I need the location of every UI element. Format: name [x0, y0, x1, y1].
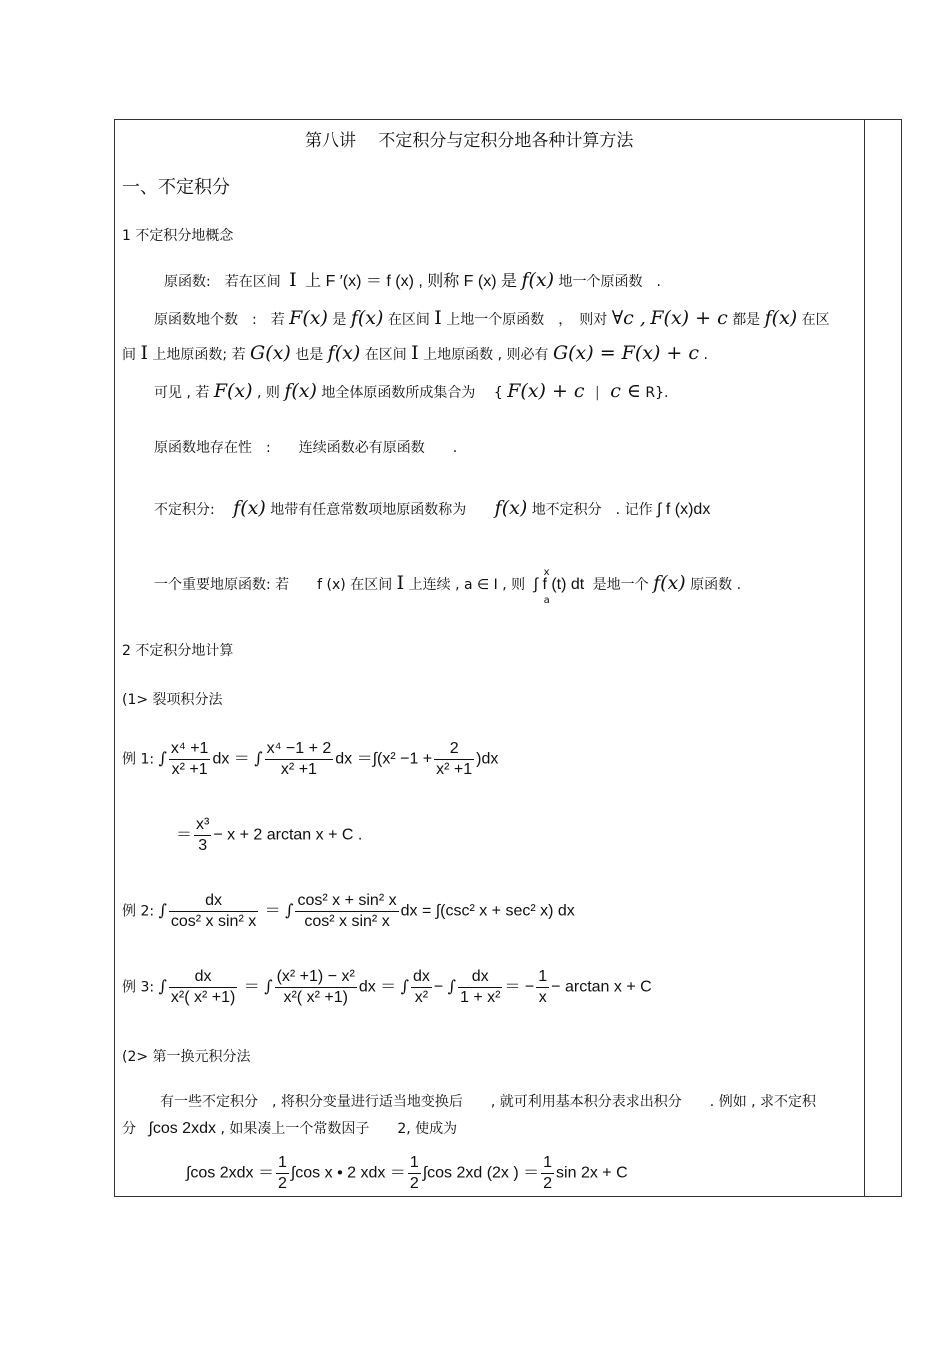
text: 上 F ′(x) ＝ f (x) , 则称 F (x) 是 — [305, 273, 518, 290]
primitive-count-line1 — [154, 307, 830, 329]
denominator: 2 — [409, 1175, 419, 1192]
text: 原函数 . — [690, 577, 742, 593]
example-2: 例 2: ∫ $\frac{dx}{\text{cos² x sin² x}}$ ＝ ∫ $\frac{\text{cos² x + sin² x}}{\text{cos² x sin² x}}$ dx = ∫(csc² x + sec² x) dx — [122, 892, 575, 930]
numerator: dx — [169, 968, 237, 988]
text: 上连续 , a ∈ I , 则 — [408, 577, 526, 593]
numerator: x⁴ +1 — [169, 740, 211, 760]
text: 都是 — [732, 312, 761, 328]
fraction — [169, 892, 258, 931]
fraction — [265, 740, 334, 779]
integral-expression: ∫ f (t) dt — [533, 576, 585, 593]
numerator: dx — [458, 968, 502, 988]
expression: sin 2x + C — [556, 1164, 628, 1182]
denominator: x — [538, 989, 547, 1006]
substitution-example — [186, 1154, 628, 1193]
denominator: x²( x² +1) — [283, 989, 348, 1006]
math-symbol: F(x) + c — [650, 307, 728, 329]
math-symbol: I — [396, 572, 405, 594]
integral-expression: ∫cos 2xdx — [148, 1120, 216, 1137]
text: 在区间 — [364, 347, 407, 363]
text: 上地一个原函数 ， 则对 — [446, 312, 608, 328]
math-symbol: f(x) — [494, 497, 528, 519]
text: 地不定积分 . 记作 — [531, 502, 653, 518]
math-symbol: f(x) — [327, 342, 361, 364]
math-symbol: f(x) — [653, 572, 686, 594]
denominator: x² +1 — [171, 761, 208, 778]
expression: dx = ∫(csc² x + sec² x) dx — [400, 902, 575, 920]
math-symbol: ∀c , — [611, 307, 646, 329]
numerator: dx — [411, 968, 432, 988]
text: 一个重要地原函数: 若 f (x) 在区间 — [154, 577, 393, 593]
text: , 则 — [257, 385, 280, 401]
math-symbol: F(x) — [213, 380, 253, 402]
indefinite-integral-definition — [154, 497, 711, 519]
text: 地全体原函数所成集合为 { — [321, 385, 503, 401]
fraction — [536, 968, 549, 1007]
denominator: x² — [414, 989, 429, 1006]
fraction — [169, 740, 211, 779]
substitution-paragraph-line1: 有一些不定积分 , 将积分变量进行适当地变换后 , 就可利用基本积分表求出积分 . 例如 , 求不定积 — [160, 1094, 817, 1110]
math-symbol: f(x) — [521, 269, 555, 291]
fraction — [434, 740, 474, 779]
integral-notation: ∫ f (x)dx — [657, 501, 711, 518]
math-symbol: c ∈ — [610, 380, 641, 402]
numerator: 1 — [536, 968, 549, 988]
denominator: 2 — [543, 1175, 553, 1192]
method-heading: (1> 裂项积分法 — [122, 692, 223, 708]
text: 是 — [332, 312, 347, 328]
text: 分 — [122, 1121, 136, 1137]
page-title: 第八讲 不定积分与定积分地各种计算方法 — [305, 131, 634, 151]
example-label: 例 3: — [122, 979, 155, 996]
primitive-definition — [164, 269, 661, 291]
numerator: 1 — [276, 1154, 289, 1174]
text: 也是 — [295, 347, 324, 363]
numerator: cos² x + sin² x — [295, 892, 398, 912]
example-1-line1: 例 1: ∫ $\frac{\text{x⁴ +1}}{\text{x² +1}}$ dx ＝ ∫ $\frac{\text{x⁴ −1 + 2}}{\text{x² +1}}$ dx ＝∫(x² −1 + $\frac{2}{\text{x² +1}}$ )dx — [122, 740, 499, 778]
expression: ∫cos 2xdx ＝ — [186, 1164, 274, 1182]
text: 不定积分: — [154, 502, 215, 518]
math-symbol: I — [289, 269, 297, 291]
numerator: 1 — [408, 1154, 421, 1174]
math-symbol: I — [140, 342, 148, 364]
numerator: (x² +1) − x² — [275, 968, 357, 988]
text: 原函数: 若在区间 — [164, 274, 281, 290]
fraction — [276, 1154, 289, 1193]
table-column-divider — [864, 119, 865, 1197]
math-symbol: G(x) — [250, 342, 291, 364]
example-label: 例 2: — [122, 903, 155, 920]
text: 间 — [122, 347, 136, 363]
fraction — [458, 968, 502, 1007]
important-primitive — [154, 567, 742, 606]
method-heading: (2> 第一换元积分法 — [122, 1049, 251, 1065]
math-symbol: f(x) — [350, 307, 384, 329]
expression: ∫cos 2xd (2x ) ＝ — [422, 1164, 540, 1182]
section-heading: 一、不定积分 — [122, 177, 230, 198]
example-label: 例 1: — [122, 751, 155, 768]
text: . — [703, 347, 708, 363]
math-symbol: F(x) + c — [507, 380, 585, 402]
text: R}. — [645, 385, 669, 401]
numerator: x³ — [194, 816, 211, 836]
primitive-set — [154, 380, 669, 402]
text: 是地一个 — [592, 577, 649, 593]
math-symbol: I — [411, 342, 419, 364]
text: 原函数地个数 : 若 — [154, 312, 285, 328]
substitution-paragraph-line2 — [122, 1121, 457, 1137]
fraction — [169, 968, 237, 1007]
existence-statement: 原函数地存在性 : 连续函数必有原函数 . — [154, 440, 458, 456]
subsection-heading: 2 不定积分地计算 — [122, 643, 234, 659]
numerator: 1 — [541, 1154, 554, 1174]
fraction — [194, 816, 211, 855]
math-symbol: F(x) — [289, 307, 328, 329]
text: 地带有任意常数项地原函数称为 — [270, 502, 467, 518]
denominator: cos² x sin² x — [170, 913, 257, 930]
text: 上地原函数; 若 — [152, 347, 246, 363]
example-1-line2: ＝ $\frac{\text{x³}}{3}$ − x + 2 arctan x + C . — [176, 816, 363, 854]
text: 在区 — [801, 312, 830, 328]
numerator: dx — [169, 892, 258, 912]
text: , 如果凑上一个常数因子 2, 使成为 — [220, 1121, 458, 1137]
denominator: cos² x sin² x — [304, 913, 390, 930]
math-symbol: f(x) — [233, 497, 266, 519]
math-symbol: f(x) — [284, 380, 317, 402]
fraction — [408, 1154, 421, 1193]
expression: − x + 2 arctan x + C . — [213, 826, 363, 844]
denominator: x² +1 — [436, 761, 473, 778]
integral-lower-limit: a — [543, 595, 550, 606]
fraction — [411, 968, 432, 1007]
text: 可见 , 若 — [154, 385, 210, 401]
numerator: 2 — [434, 740, 474, 760]
primitive-count-line2 — [122, 342, 708, 364]
fraction — [295, 892, 398, 931]
math-symbol: f(x) — [764, 307, 798, 329]
denominator: x² +1 — [280, 761, 317, 778]
text: 地一个原函数 . — [558, 274, 661, 290]
text: | — [595, 385, 600, 401]
integral-upper-limit: x — [543, 567, 550, 578]
fraction — [541, 1154, 554, 1193]
numerator: x⁴ −1 + 2 — [265, 740, 334, 760]
expression: ∫cos x • 2 xdx ＝ — [290, 1164, 406, 1182]
expression: − arctan x + C — [551, 978, 652, 996]
fraction — [275, 968, 357, 1007]
denominator: x²( x² +1) — [170, 989, 236, 1006]
subsection-heading: 1 不定积分地概念 — [122, 228, 234, 244]
denominator: 2 — [277, 1175, 287, 1192]
denominator: 1 + x² — [460, 989, 501, 1006]
text: 上地原函数 , 则必有 — [423, 347, 549, 363]
denominator: 3 — [198, 837, 208, 854]
text: 在区间 — [387, 312, 430, 328]
example-3: 例 3: ∫ $\frac{dx}{\text{x²( x² +1)}}$ ＝ ∫ $\frac{\text{(x² +1) − x²}}{\text{x²( x² +1)}}$ dx ＝ ∫ $\frac{dx}{\text{x²}}$ − ∫ $\frac{dx}{\text{1 + x²}}$ ＝ − $\frac{1}{x}$ − arctan x + C — [122, 968, 652, 1006]
math-symbol: G(x) = F(x) + c — [552, 342, 700, 364]
math-symbol: I — [434, 307, 442, 329]
